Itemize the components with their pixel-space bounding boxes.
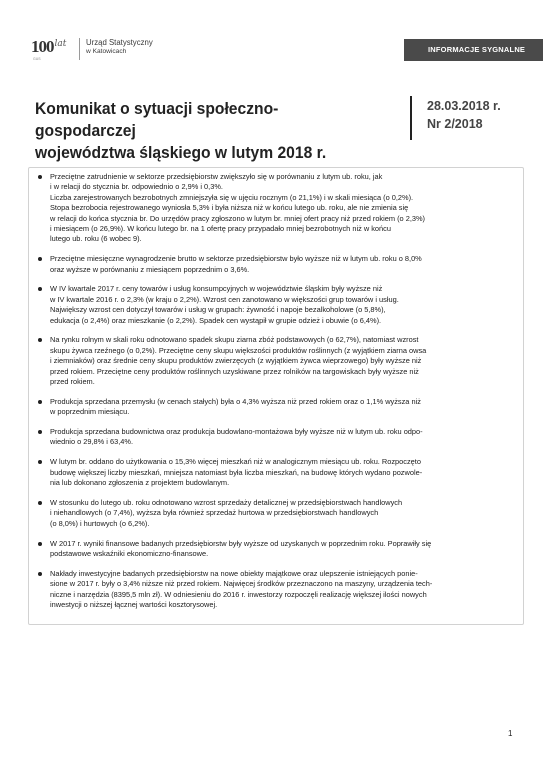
bullet-icon <box>38 542 42 546</box>
list-item <box>50 457 520 488</box>
bullet-icon <box>38 501 42 505</box>
list-item <box>50 397 520 418</box>
list-item <box>50 335 520 387</box>
org-name <box>86 39 153 56</box>
list-item <box>50 569 520 611</box>
bullet-icon <box>38 400 42 404</box>
title-divider <box>410 96 412 140</box>
org-line-1: Urząd Statystyczny <box>86 38 153 47</box>
list-item-text: W stosunku do lutego ub. roku odnotowano wzrost sprzedaży detalicznej w przedsiębiorstwach handlowych i niehandlowych (o 7,4%), wyższa była również sprzedaż hurtowa w przedsiębiorstwach handlowych (o 8,0%) i hurtowych (o 6,2%). <box>50 497 403 528</box>
list-item-text: Przeciętne zatrudnienie w sektorze przedsiębiorstw zwiększyło się w porównaniu z lutym ub. roku, jak i w relacji do stycznia br. odpowiednio o 2,9% i 0,3%. Liczba zarejestrowanych bezrobotnych zmniejszyła się w ujęciu rocznym (o 21,1%) i w skali miesiąca (o 0,2%). Stopa bezrobocia rejestrowanego wyniosła 5,3% i była niższa niż w końcu lutego ub. roku, ale nie zmienia się w relacji do końca stycznia br. Do urzędów pracy zgłoszono w lutym br. mniej ofert pracy niż przed rokiem (o 2,3%) i miesiącem (o 26,9%). W końcu lutego br. na 1 ofertę pracy przypadało mniej bezrobotnych niż w końcu lutego ub. roku (6 wobec 9). <box>50 172 426 244</box>
publication-date: 28.03.2018 r. <box>427 99 501 113</box>
list-item-text: W IV kwartale 2017 r. ceny towarów i usług konsumpcyjnych w województwie śląskim były wyższe niż w IV kwartale 2016 r. o 2,3% (w kraju o 2,2%). Wzrost cen zanotowano w większości grup towarów i usług. Największy wzrost cen dotyczył towarów i usług w grupach: żywność i napoje bezalkoholowe (o 5,8%), edukacja (o 2,4%) oraz mieszkanie (o 2,2%). Spadek cen wystąpił w grupie odzież i obuwie (o 6,4%). <box>50 284 399 325</box>
logo-sub: GUS <box>33 57 41 61</box>
list-item-text: W lutym br. oddano do użytkowania o 15,3% więcej mieszkań niż w analogicznym miesiącu ub. roku. Rozpoczęto budowę większej liczby mieszkań, mniejsza natomiast była liczba mieszkań, na budowę których wydano pozwole- nia lub dokonano zgłoszenia z projektem budowlanym. <box>50 457 423 488</box>
list-item <box>50 427 520 448</box>
org-line-2: w Katowicach <box>86 47 127 55</box>
title-line-1: Komunikat o sytuacji społeczno-gospodarczej <box>35 99 279 140</box>
list-item-text: Produkcja sprzedana budownictwa oraz produkcja budowlano-montażowa były wyższe niż w lutym ub. roku odpo- wiednio o 29,8% i 63,4%. <box>50 427 423 447</box>
list-item-text: Nakłady inwestycyjne badanych przedsiębiorstw na nowe obiekty majątkowe oraz ulepszenie istniejących ponie- sione w 2017 r. były o 3,4% niższe niż przed rokiem. Najwięcej środków przeznaczono na maszyny, urządzenia tech- niczne i narzędzia (8395,5 mln zł). W odniesieniu do 2016 r. inwestorzy rozpoczęli realizację większej ilości nowych inwestycji o niższej łącznej wartości kosztorysowej. <box>50 568 433 609</box>
page-number: 1 <box>508 729 513 738</box>
list-item-text: Na rynku rolnym w skali roku odnotowano spadek skupu ziarna zbóż podstawowych (o 62,7%), natomiast wzrost skupu żywca rzeźnego (o 0,2%). Przeciętne ceny skupu większości produktów roślinnych (z wyjątkiem ziarna owsa i ziemniaków) oraz średnie ceny skupu produktów zwierzęcych (z wyjątkiem żywca wieprzowego) były wyższe niż przed rokiem. Przeciętne ceny produktów roślinnych uzyskiwane przez rolników na targowiskach były wyższe niż przed rokiem. <box>50 335 427 387</box>
list-item-text: W 2017 r. wyniki finansowe badanych przedsiębiorstw były wyższe od uzyskanych w poprzednim roku. Poprawiły się podstawowe wskaźniki ekonomiczno-finansowe. <box>50 538 432 558</box>
list-item <box>50 498 520 529</box>
page-title <box>35 98 366 164</box>
publication-number: Nr 2/2018 <box>427 117 483 131</box>
section-badge: INFORMACJE SYGNALNE <box>404 39 543 61</box>
bullet-icon <box>38 572 42 576</box>
list-item-text: Przeciętne miesięczne wynagrodzenie brutto w sektorze przedsiębiorstw było wyższe niż w lutym ub. roku o 8,0% oraz wyższe w porównaniu z miesiącem poprzednim o 3,6%. <box>50 254 422 274</box>
logo-divider <box>79 38 80 60</box>
title-line-2: województwa śląskiego w lutym 2018 r. <box>35 143 327 162</box>
logo-superscript: lat <box>54 39 67 49</box>
list-item <box>50 539 520 560</box>
bullet-icon <box>38 175 42 179</box>
list-item <box>50 254 520 275</box>
list-item-text: Produkcja sprzedana przemysłu (w cenach stałych) była o 4,3% wyższa niż przed rokiem oraz o 1,1% wyższa niż w poprzednim miesiącu. <box>50 396 421 417</box>
list-item <box>50 284 520 326</box>
summary-list <box>50 172 520 620</box>
list-item <box>50 172 520 245</box>
logo-number: 100 <box>31 37 54 56</box>
gus-100-logo <box>31 37 66 57</box>
